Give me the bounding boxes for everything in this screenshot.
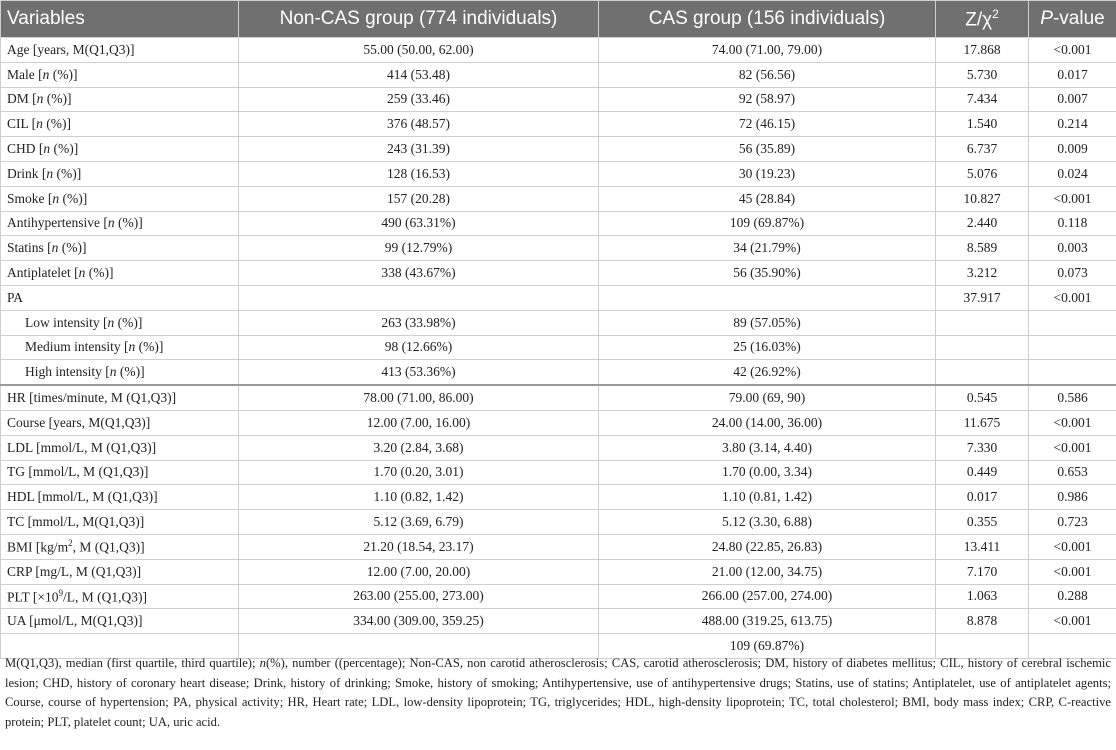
row-variable-label <box>1 161 239 186</box>
cas-value: 56 (35.90%) <box>599 261 936 286</box>
cas-value: 30 (19.23) <box>599 161 936 186</box>
non-cas-value: 414 (53.48) <box>239 62 599 87</box>
header-p-italic: P <box>1040 8 1053 29</box>
non-cas-value: 128 (16.53) <box>239 161 599 186</box>
p-value: <0.001 <box>1029 435 1116 460</box>
cas-value: 45 (28.84) <box>599 186 936 211</box>
table-row <box>1 38 1116 63</box>
cas-value: 21.00 (12.00, 34.75) <box>599 559 936 584</box>
cas-value: 72 (46.15) <box>599 112 936 137</box>
table-row <box>1 485 1116 510</box>
table-row <box>1 385 1116 410</box>
row-variable-label <box>1 335 239 360</box>
variable-label-text: CRP [mg/L, M (Q1,Q3)] <box>7 563 142 579</box>
non-cas-value: 21.20 (18.54, 23.17) <box>239 534 599 559</box>
cas-value: 82 (56.56) <box>599 62 936 87</box>
z-chi-value: 6.737 <box>936 137 1029 162</box>
row-variable-label <box>1 38 239 63</box>
variable-label-prefix: Antihypertensive [ <box>7 215 108 231</box>
p-value: <0.001 <box>1029 609 1116 634</box>
variable-label-n-italic: n <box>51 240 59 256</box>
variable-label-prefix: Male [ <box>7 66 43 82</box>
table-row <box>1 161 1116 186</box>
cas-value: 25 (16.03%) <box>599 335 936 360</box>
variable-label-text: PA <box>7 289 24 305</box>
table-header <box>1 1 1116 38</box>
row-variable-label <box>1 310 239 335</box>
cas-value: 5.12 (3.30, 6.88) <box>599 510 936 535</box>
header-non-cas-group: Non-CAS group (774 individuals) <box>239 1 599 38</box>
variable-label-suffix: (%)] <box>116 364 145 380</box>
variable-label-text: TG [mmol/L, M (Q1,Q3)] <box>7 464 149 480</box>
row-variable-label <box>1 261 239 286</box>
header-variables: Variables <box>1 1 239 38</box>
table-row <box>1 435 1116 460</box>
p-value: <0.001 <box>1029 534 1116 559</box>
variable-label-text: LDL [mmol/L, M (Q1,Q3)] <box>7 439 157 455</box>
table-row <box>1 410 1116 435</box>
variable-label-suffix: (%)] <box>42 116 71 132</box>
cas-value: 109 (69.87%) <box>599 634 936 659</box>
table-row <box>1 510 1116 535</box>
footnote-part-1: M(Q1,Q3), median (first quartile, third quartile); <box>5 656 260 670</box>
non-cas-value: 259 (33.46) <box>239 87 599 112</box>
z-chi-value: 7.434 <box>936 87 1029 112</box>
header-p-rest: -value <box>1052 8 1105 29</box>
p-value <box>1029 310 1116 335</box>
variable-label-n-italic: n <box>46 165 54 181</box>
table-row <box>1 62 1116 87</box>
z-chi-value: 11.675 <box>936 410 1029 435</box>
row-variable-label <box>1 385 239 410</box>
p-value: 0.214 <box>1029 112 1116 137</box>
cas-value: 109 (69.87%) <box>599 211 936 236</box>
table-row <box>1 261 1116 286</box>
variable-label-prefix: Antiplatelet [ <box>7 265 79 281</box>
variable-label-prefix: Statins [ <box>7 240 52 256</box>
variable-label-text: Age [years, M(Q1,Q3)] <box>7 41 135 57</box>
table-row <box>1 186 1116 211</box>
row-variable-label <box>1 211 239 236</box>
cas-value: 488.00 (319.25, 613.75) <box>599 609 936 634</box>
p-value: 0.073 <box>1029 261 1116 286</box>
cas-value: 42 (26.92%) <box>599 360 936 385</box>
table-row <box>1 609 1116 634</box>
variable-label-n-italic: n <box>109 364 117 380</box>
header-cas-group <box>599 1 936 38</box>
z-chi-value <box>936 335 1029 360</box>
non-cas-value <box>239 285 599 310</box>
non-cas-value: 263.00 (255.00, 273.00) <box>239 584 599 609</box>
z-chi-value: 1.063 <box>936 584 1029 609</box>
p-value: <0.001 <box>1029 285 1116 310</box>
non-cas-value: 5.12 (3.69, 6.79) <box>239 510 599 535</box>
row-variable-label <box>1 236 239 261</box>
row-variable-label <box>1 285 239 310</box>
non-cas-value: 78.00 (71.00, 86.00) <box>239 385 599 410</box>
variable-label-n-italic: n <box>36 91 44 107</box>
variable-label-prefix: DM [ <box>7 91 37 107</box>
table-row <box>1 87 1116 112</box>
variable-label-superscript: 2 <box>68 538 73 549</box>
cas-value: 34 (21.79%) <box>599 236 936 261</box>
z-chi-value: 7.330 <box>936 435 1029 460</box>
row-variable-label <box>1 485 239 510</box>
variable-label-prefix: BMI [kg/m <box>7 539 69 555</box>
table-body <box>1 38 1116 659</box>
p-value: <0.001 <box>1029 559 1116 584</box>
z-chi-value: 13.411 <box>936 534 1029 559</box>
variable-label-text: HDL [mmol/L, M (Q1,Q3)] <box>7 489 158 505</box>
p-value: 0.003 <box>1029 236 1116 261</box>
variable-label-text: Course [years, M(Q1,Q3)] <box>7 414 151 430</box>
variable-label-suffix: (%)] <box>59 190 88 206</box>
table-row <box>1 112 1116 137</box>
variable-label-suffix: (%)] <box>135 339 164 355</box>
p-value: 0.288 <box>1029 584 1116 609</box>
variable-label-suffix: (%)] <box>85 265 114 281</box>
variable-label-text: HR [times/minute, M (Q1,Q3)] <box>7 390 177 406</box>
row-variable-label <box>1 112 239 137</box>
table-row <box>1 310 1116 335</box>
variable-label-suffix: (%)] <box>114 215 143 231</box>
cas-value <box>599 285 936 310</box>
non-cas-value: 99 (12.79%) <box>239 236 599 261</box>
z-chi-value: 17.868 <box>936 38 1029 63</box>
table-row <box>1 460 1116 485</box>
z-chi-value: 0.017 <box>936 485 1029 510</box>
p-value: 0.986 <box>1029 485 1116 510</box>
variable-label-n-italic: n <box>42 66 50 82</box>
non-cas-value: 55.00 (50.00, 62.00) <box>239 38 599 63</box>
z-chi-value <box>936 310 1029 335</box>
non-cas-value: 1.10 (0.82, 1.42) <box>239 485 599 510</box>
z-chi-value: 37.917 <box>936 285 1029 310</box>
table-row <box>1 137 1116 162</box>
variable-label-suffix: (%)] <box>43 91 72 107</box>
row-variable-label <box>1 137 239 162</box>
cas-value: 92 (58.97) <box>599 87 936 112</box>
p-value: <0.001 <box>1029 186 1116 211</box>
variable-label-suffix: /L, M (Q1,Q3)] <box>63 589 148 605</box>
cas-value: 24.00 (14.00, 36.00) <box>599 410 936 435</box>
variable-label-prefix: CIL [ <box>7 116 37 132</box>
variable-label-n-italic: n <box>36 116 43 132</box>
non-cas-value: 263 (33.98%) <box>239 310 599 335</box>
variable-label-prefix: Smoke [ <box>7 190 53 206</box>
table-row <box>1 360 1116 385</box>
z-chi-value: 1.540 <box>936 112 1029 137</box>
z-chi-value: 8.878 <box>936 609 1029 634</box>
z-chi-value: 0.545 <box>936 385 1029 410</box>
row-variable-label <box>1 510 239 535</box>
row-variable-label <box>1 410 239 435</box>
p-value: <0.001 <box>1029 410 1116 435</box>
variable-label-prefix: Low intensity [ <box>25 314 108 330</box>
variable-label-n-italic: n <box>43 141 51 157</box>
p-value: <0.001 <box>1029 38 1116 63</box>
table-row <box>1 211 1116 236</box>
row-variable-label <box>1 62 239 87</box>
non-cas-value: 3.20 (2.84, 3.68) <box>239 435 599 460</box>
table-row <box>1 236 1116 261</box>
row-variable-label <box>1 186 239 211</box>
variable-label-suffix: (%)] <box>114 314 143 330</box>
variable-label-n-italic: n <box>78 265 86 281</box>
p-value: 0.007 <box>1029 87 1116 112</box>
header-row <box>1 1 1116 38</box>
variable-label-text: TC [mmol/L, M(Q1,Q3)] <box>7 514 145 530</box>
table-row <box>1 285 1116 310</box>
row-variable-label <box>1 534 239 559</box>
z-chi-value <box>936 360 1029 385</box>
p-value: 0.024 <box>1029 161 1116 186</box>
z-chi-value: 3.212 <box>936 261 1029 286</box>
z-chi-value: 2.440 <box>936 211 1029 236</box>
non-cas-value: 413 (53.36%) <box>239 360 599 385</box>
variable-label-suffix: (%)] <box>49 66 78 82</box>
non-cas-value: 98 (12.66%) <box>239 335 599 360</box>
variable-label-n-italic: n <box>128 339 136 355</box>
z-chi-value: 0.355 <box>936 510 1029 535</box>
z-chi-value: 5.730 <box>936 62 1029 87</box>
non-cas-value: 157 (20.28) <box>239 186 599 211</box>
variable-label-n-italic: n <box>107 314 115 330</box>
table-row <box>1 335 1116 360</box>
variable-label-suffix: (%)] <box>53 165 82 181</box>
variable-label-prefix: Medium intensity [ <box>25 339 129 355</box>
variable-label-suffix: (%)] <box>50 141 79 157</box>
footnote-n-italic: n <box>259 656 266 670</box>
row-variable-label <box>1 559 239 584</box>
cas-value: 24.80 (22.85, 26.83) <box>599 534 936 559</box>
p-value <box>1029 335 1116 360</box>
non-cas-value: 12.00 (7.00, 20.00) <box>239 559 599 584</box>
row-variable-label <box>1 360 239 385</box>
row-variable-label <box>1 435 239 460</box>
p-value <box>1029 360 1116 385</box>
z-chi-value: 10.827 <box>936 186 1029 211</box>
p-value: 0.017 <box>1029 62 1116 87</box>
z-chi-value: 5.076 <box>936 161 1029 186</box>
row-variable-label <box>1 584 239 609</box>
p-value: 0.118 <box>1029 211 1116 236</box>
z-chi-value: 0.449 <box>936 460 1029 485</box>
p-value: 0.009 <box>1029 137 1116 162</box>
cas-value: 3.80 (3.14, 4.40) <box>599 435 936 460</box>
cas-value: 74.00 (71.00, 79.00) <box>599 38 936 63</box>
row-variable-label <box>1 609 239 634</box>
variable-label-text: UA [μmol/L, M(Q1,Q3)] <box>7 613 143 629</box>
variable-label-prefix: PLT [×10 <box>7 589 59 605</box>
p-value: 0.723 <box>1029 510 1116 535</box>
non-cas-value: 490 (63.31%) <box>239 211 599 236</box>
row-variable-label <box>1 87 239 112</box>
cas-value: 79.00 (69, 90) <box>599 385 936 410</box>
non-cas-value: 338 (43.67%) <box>239 261 599 286</box>
variable-label-n-italic: n <box>52 190 60 206</box>
non-cas-value: 12.00 (7.00, 16.00) <box>239 410 599 435</box>
non-cas-value: 1.70 (0.20, 3.01) <box>239 460 599 485</box>
non-cas-value: 334.00 (309.00, 359.25) <box>239 609 599 634</box>
variable-label-n-italic: n <box>107 215 115 231</box>
cas-value: 89 (57.05%) <box>599 310 936 335</box>
p-value: 0.653 <box>1029 460 1116 485</box>
cas-value: 1.10 (0.81, 1.42) <box>599 485 936 510</box>
z-chi-value: 7.170 <box>936 559 1029 584</box>
cas-value: 266.00 (257.00, 274.00) <box>599 584 936 609</box>
non-cas-value: 243 (31.39) <box>239 137 599 162</box>
table-row <box>1 584 1116 609</box>
variable-label-prefix: Drink [ <box>7 165 47 181</box>
variable-label-prefix: CHD [ <box>7 141 44 157</box>
z-chi-value: 8.589 <box>936 236 1029 261</box>
table-row <box>1 534 1116 559</box>
non-cas-value: 376 (48.57) <box>239 112 599 137</box>
table-footnote <box>5 654 1111 732</box>
table-row <box>1 559 1116 584</box>
header-z-chi-label: Z/χ <box>965 9 993 31</box>
p-value: 0.586 <box>1029 385 1116 410</box>
footnote-part-2: (%), number ((percentage); Non-CAS, non carotid atherosclerosis; CAS, carotid atherosclerosis; DM, history of diabetes mellitus; CIL, history of cerebral ischemic lesion; CHD, history of coronary heart disease; Drink, history of drinking; Smoke, history of smoking; Antihypertensive, use of antihypertensive drugs; Statins, use of statins; Antiplatelet, use of antiplatelet agents; Course, course of hypertension; PA, physical activity; HR, Heart rate; LDL, low-density lipoprotein; TG, triglycerides; HDL, high-density lipoprotein; TC, total cholesterol; BMI, body mass index; CRP, C-reactive protein; PLT, platelet count; UA, uric acid. <box>5 656 1111 729</box>
cas-value: 1.70 (0.00, 3.34) <box>599 460 936 485</box>
header-z-chi-superscript: 2 <box>992 6 999 21</box>
variable-label-superscript: 9 <box>58 587 64 598</box>
row-variable-label <box>1 460 239 485</box>
cas-value: 56 (35.89) <box>599 137 936 162</box>
header-z-chi-square <box>936 1 1029 38</box>
variable-label-suffix: , M (Q1,Q3)] <box>72 539 145 555</box>
header-cas-group-label: CAS group (156 individuals) <box>648 8 886 29</box>
variable-label-prefix: High intensity [ <box>25 364 110 380</box>
variable-label-suffix: (%)] <box>58 240 87 256</box>
header-p-value <box>1029 1 1116 38</box>
